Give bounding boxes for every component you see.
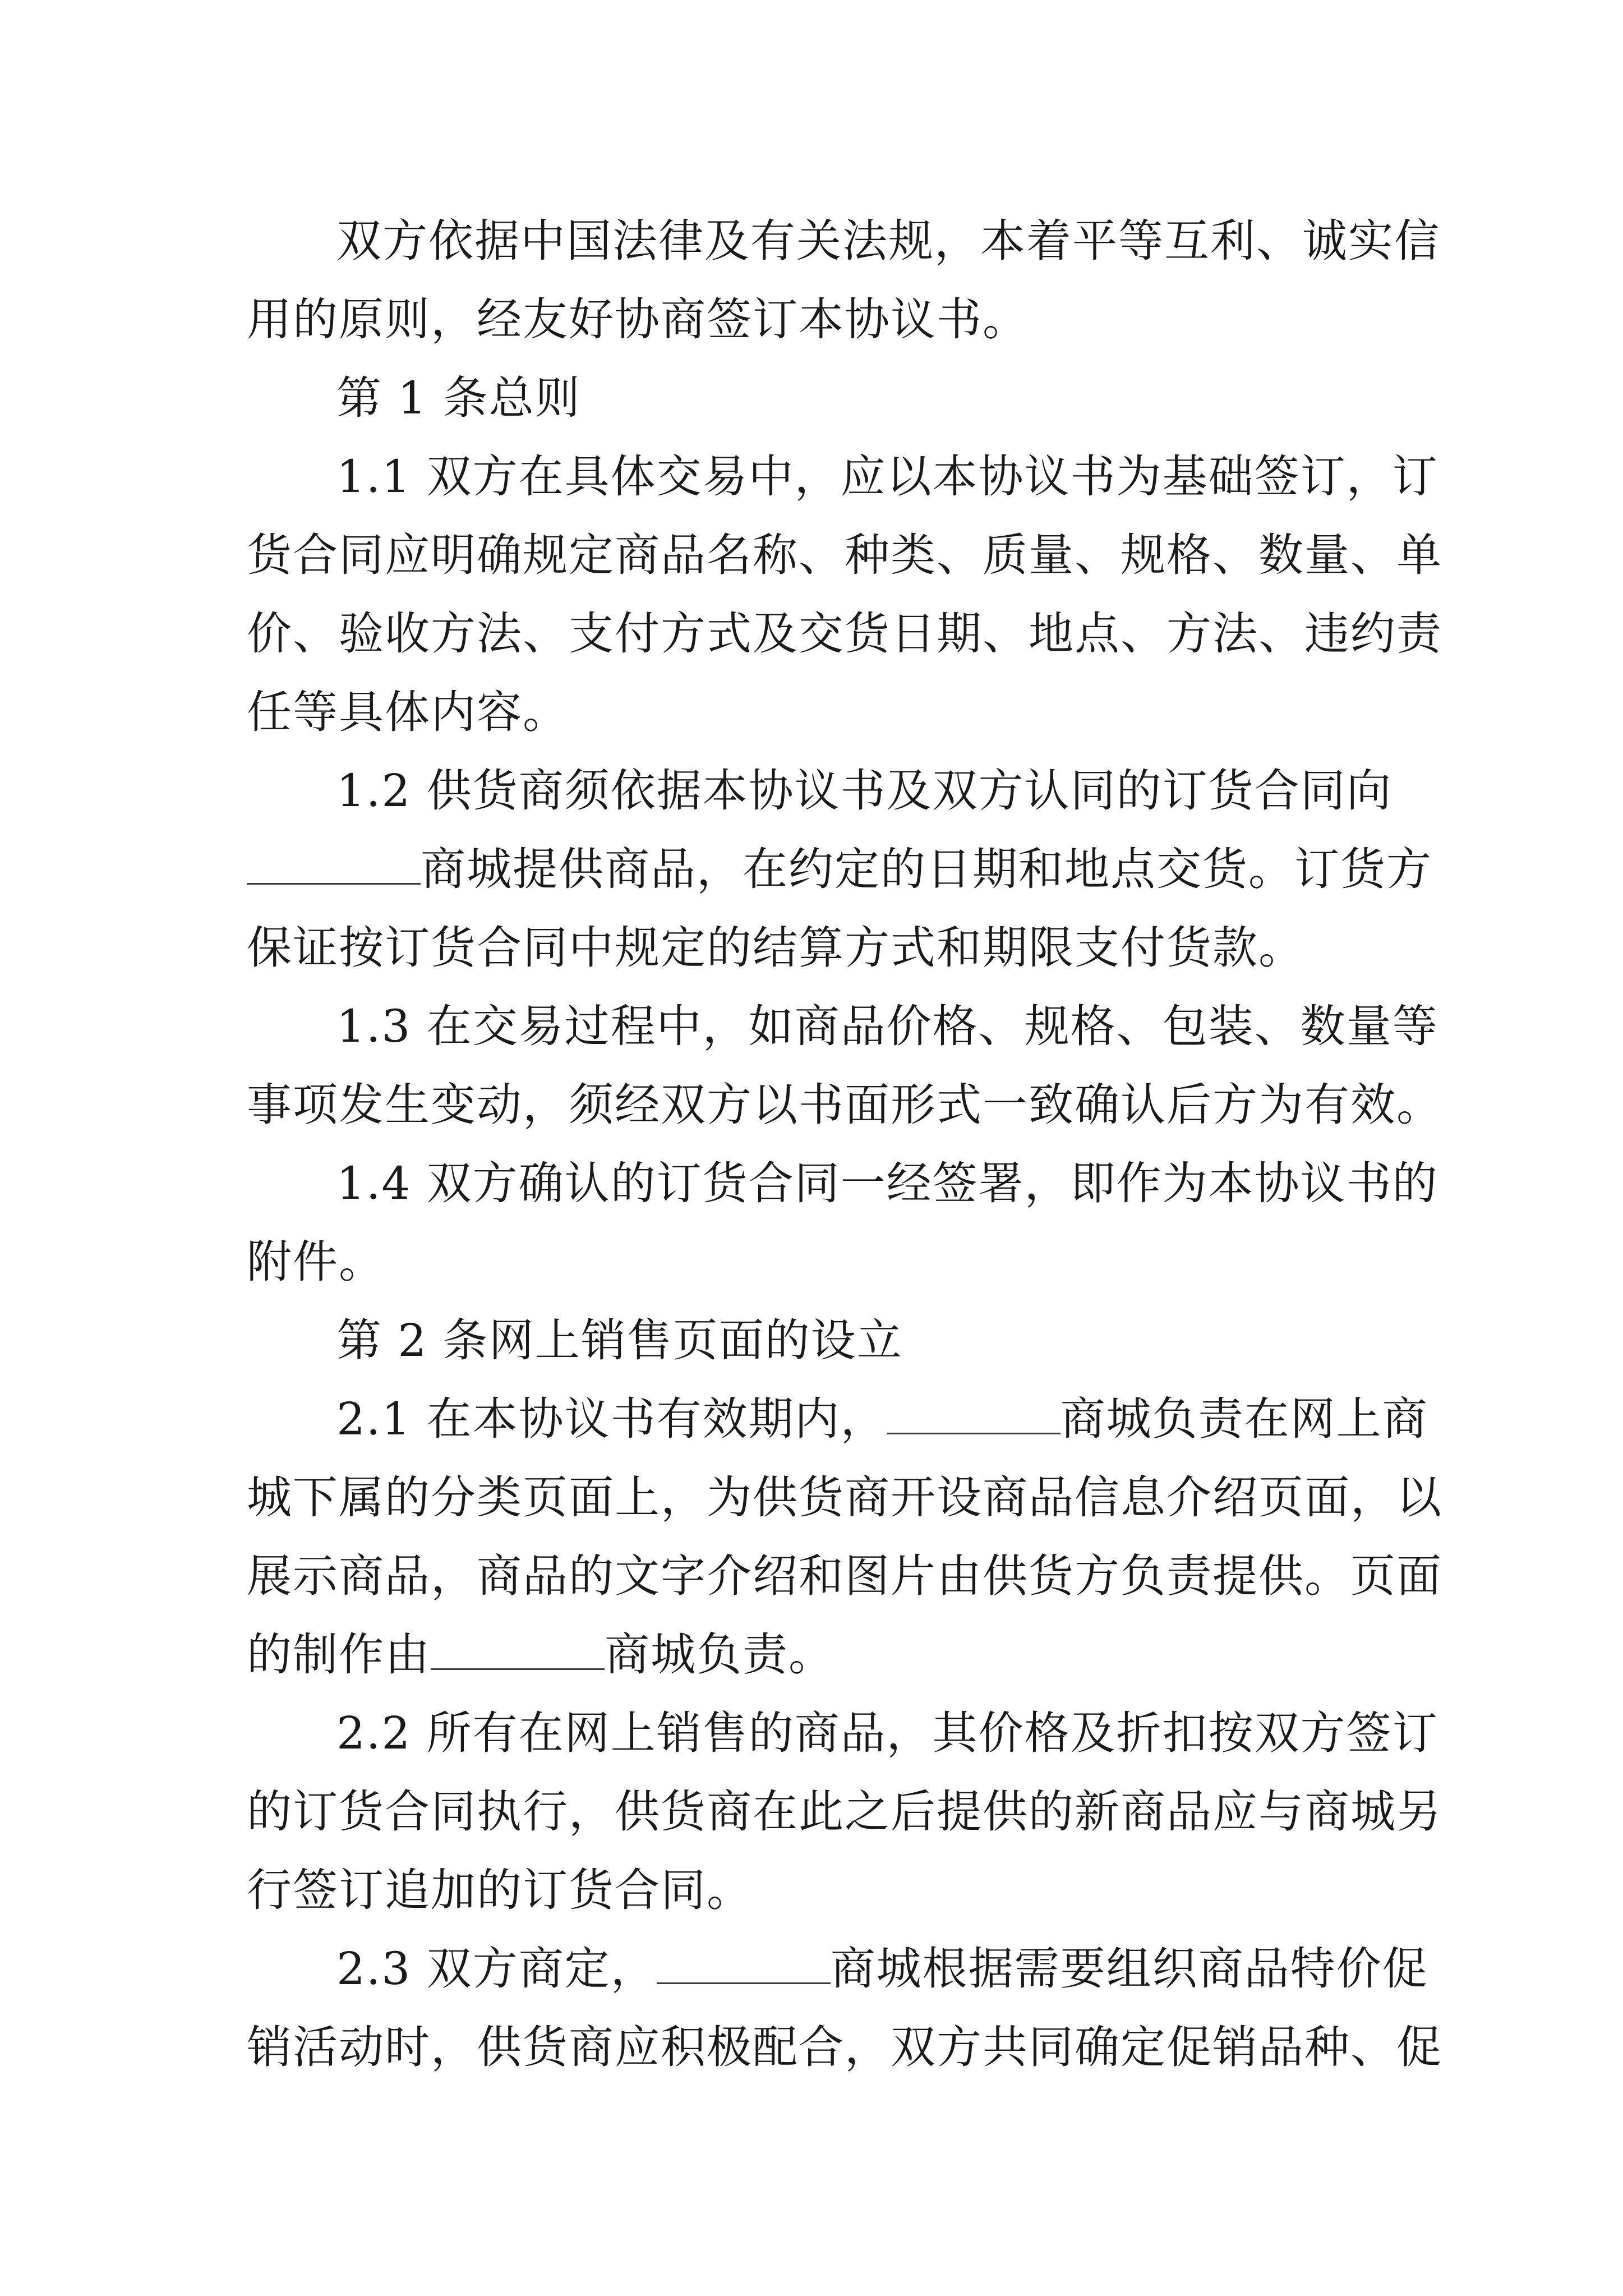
- line-text: 2.3 双方商定，: [336, 1943, 657, 1995]
- paragraph-line: 保证按订货合同中规定的结算方式和期限支付货款。: [247, 922, 1304, 974]
- paragraph-line: 行签订追加的订货合同。: [247, 1864, 753, 1916]
- article-heading: 第 2 条网上销售页面的设立: [336, 1314, 903, 1366]
- line-text: 商城根据需要组织商品特价促: [830, 1943, 1428, 1995]
- paragraph-line: 附件。: [247, 1236, 385, 1288]
- paragraph-line: 1.2 供货商须依据本协议书及双方认同的订货合同向: [336, 765, 1393, 817]
- paragraph-line: [247, 841, 1432, 898]
- paragraph-line: 展示商品，商品的文字介绍和图片由供货方负责提供。页面: [247, 1550, 1442, 1602]
- blank-underline: [887, 1393, 1061, 1434]
- paragraph-line: 货合同应明确规定商品名称、种类、质量、规格、数量、单: [247, 529, 1442, 581]
- paragraph-line: [247, 1627, 834, 1683]
- paragraph-line: 城下属的分类页面上，为供货商开设商品信息介绍页面，以: [247, 1471, 1442, 1524]
- paragraph-line: 用的原则，经友好协商签订本协议书。: [247, 293, 1029, 346]
- paragraph-line: [336, 1391, 1428, 1447]
- paragraph-line: 1.1 双方在具体交易中，应以本协议书为基础签订，订: [336, 450, 1438, 503]
- blank-underline: [247, 844, 421, 885]
- blank-underline: [431, 1629, 605, 1670]
- paragraph-line: 的订货合同执行，供货商在此之后提供的新商品应与商城另: [247, 1786, 1442, 1838]
- paragraph-line: [336, 1941, 1428, 1997]
- paragraph-line: 销活动时，供货商应积极配合，双方共同确定促销品种、促: [247, 2021, 1442, 2073]
- line-text: 商城负责。: [605, 1628, 834, 1681]
- line-text: 商城负责在网上商: [1060, 1393, 1428, 1445]
- paragraph-line: 事项发生变动，须经双方以书面形式一致确认后方为有效。: [247, 1079, 1442, 1131]
- article-heading: 第 1 条总则: [336, 372, 581, 424]
- line-text: 商城提供商品，在约定的日期和地点交货。订货方: [421, 843, 1432, 895]
- paragraph-line: 1.4 双方确认的订货合同一经签署，即作为本协议书的: [336, 1157, 1438, 1209]
- paragraph-line: 双方依据中国法律及有关法规，本着平等互利、诚实信: [336, 215, 1440, 267]
- paragraph-line: 任等具体内容。: [247, 686, 569, 738]
- paragraph-line: 1.3 在交易过程中，如商品价格、规格、包装、数量等: [336, 1000, 1438, 1052]
- blank-underline: [657, 1943, 831, 1984]
- line-text: 2.1 在本协议书有效期内，: [336, 1393, 887, 1445]
- line-text: 的制作由: [247, 1628, 431, 1681]
- paragraph-line: 价、验收方法、支付方式及交货日期、地点、方法、违约责: [247, 608, 1442, 660]
- paragraph-line: 2.2 所有在网上销售的商品，其价格及折扣按双方签订: [336, 1707, 1438, 1759]
